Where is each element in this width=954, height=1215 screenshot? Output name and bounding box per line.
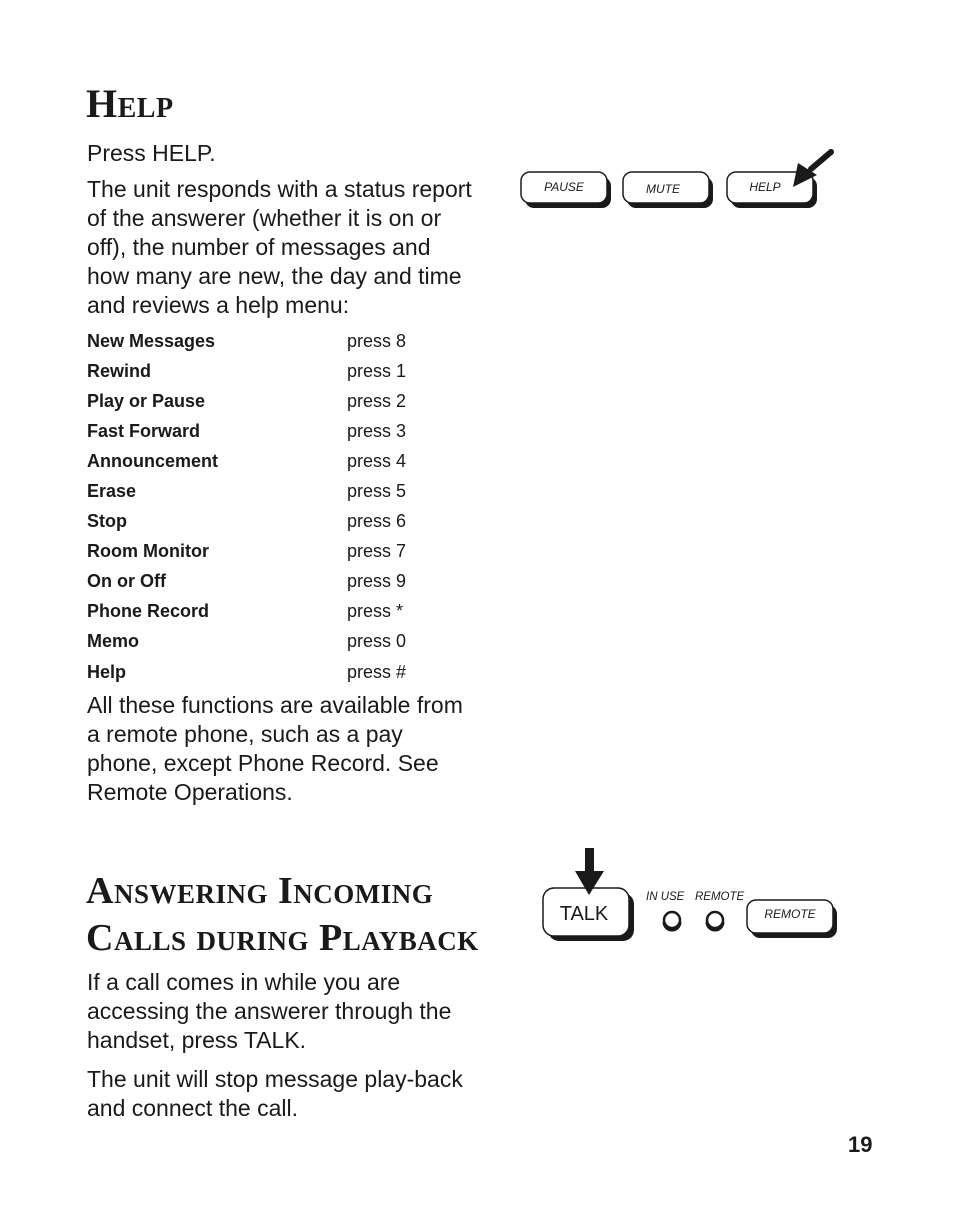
remote-indicator-label: REMOTE <box>695 891 745 903</box>
answering-heading-line1: Answering Incoming <box>86 870 434 912</box>
menu-key: press 9 <box>347 571 407 592</box>
in-use-light-icon <box>664 912 680 930</box>
menu-row <box>87 416 427 446</box>
pause-button[interactable] <box>521 172 611 208</box>
remote-note: All these functions are available from a remote phone, such as a pay phone, except Phone Record. See Remote Operations. <box>87 692 463 805</box>
menu-label: Erase <box>87 481 137 502</box>
answering-heading-line2: Calls during Playback <box>86 917 479 959</box>
menu-label: On or Off <box>87 571 166 592</box>
help-menu-list <box>87 326 427 687</box>
remote-button-label: REMOTE <box>764 907 816 921</box>
menu-key: press 0 <box>347 631 407 652</box>
menu-label: Room Monitor <box>87 541 209 562</box>
menu-row <box>87 476 427 506</box>
help-intro: Press HELP. <box>87 140 216 166</box>
menu-key: press 7 <box>347 541 407 562</box>
remote-light-icon <box>707 912 723 930</box>
menu-label: New Messages <box>87 330 216 351</box>
answering-para2: The unit will stop message play-back and connect the call. <box>87 1066 463 1121</box>
menu-row <box>87 627 427 657</box>
talk-button[interactable] <box>543 888 634 941</box>
menu-row <box>87 537 427 567</box>
help-label: HELP <box>749 180 781 194</box>
menu-row <box>87 567 427 597</box>
menu-label: Announcement <box>87 450 219 471</box>
menu-key: press 8 <box>347 330 407 351</box>
menu-label: Phone Record <box>87 601 210 622</box>
menu-row <box>87 657 427 687</box>
menu-label: Memo <box>87 631 140 652</box>
remote-button[interactable] <box>747 900 837 938</box>
menu-row <box>87 386 427 416</box>
mute-button[interactable] <box>623 172 713 208</box>
menu-label: Help <box>87 661 127 682</box>
menu-row <box>87 356 427 386</box>
menu-key: press 3 <box>347 420 407 441</box>
page-number: 19 <box>848 1132 873 1157</box>
menu-label: Rewind <box>87 360 152 381</box>
menu-key: press 1 <box>347 360 407 381</box>
help-button-diagram <box>515 145 845 220</box>
menu-key: press 5 <box>347 481 407 502</box>
menu-key: press # <box>347 661 407 682</box>
menu-row <box>87 326 427 356</box>
menu-key: press * <box>347 601 404 622</box>
menu-label: Stop <box>87 511 127 532</box>
help-heading: Help <box>86 81 174 126</box>
menu-row <box>87 597 427 627</box>
menu-row <box>87 507 427 537</box>
menu-row <box>87 446 427 476</box>
menu-label: Fast Forward <box>87 420 201 441</box>
answering-para1: If a call comes in while you are accessing the answerer through the handset, press TALK. <box>87 969 452 1053</box>
menu-label: Play or Pause <box>87 390 206 411</box>
menu-key: press 6 <box>347 511 407 532</box>
mute-label: MUTE <box>646 182 680 196</box>
talk-button-diagram <box>538 845 843 950</box>
answering-heading <box>86 868 479 962</box>
menu-key: press 4 <box>347 450 407 471</box>
pause-label: PAUSE <box>544 180 584 194</box>
menu-key: press 2 <box>347 390 407 411</box>
in-use-label: IN USE <box>646 891 685 903</box>
help-description: The unit responds with a status report of the answerer (whether it is on or off), the number of messages and how many are new, the day and time and reviews a help menu: <box>87 176 472 318</box>
talk-label: TALK <box>559 903 609 925</box>
